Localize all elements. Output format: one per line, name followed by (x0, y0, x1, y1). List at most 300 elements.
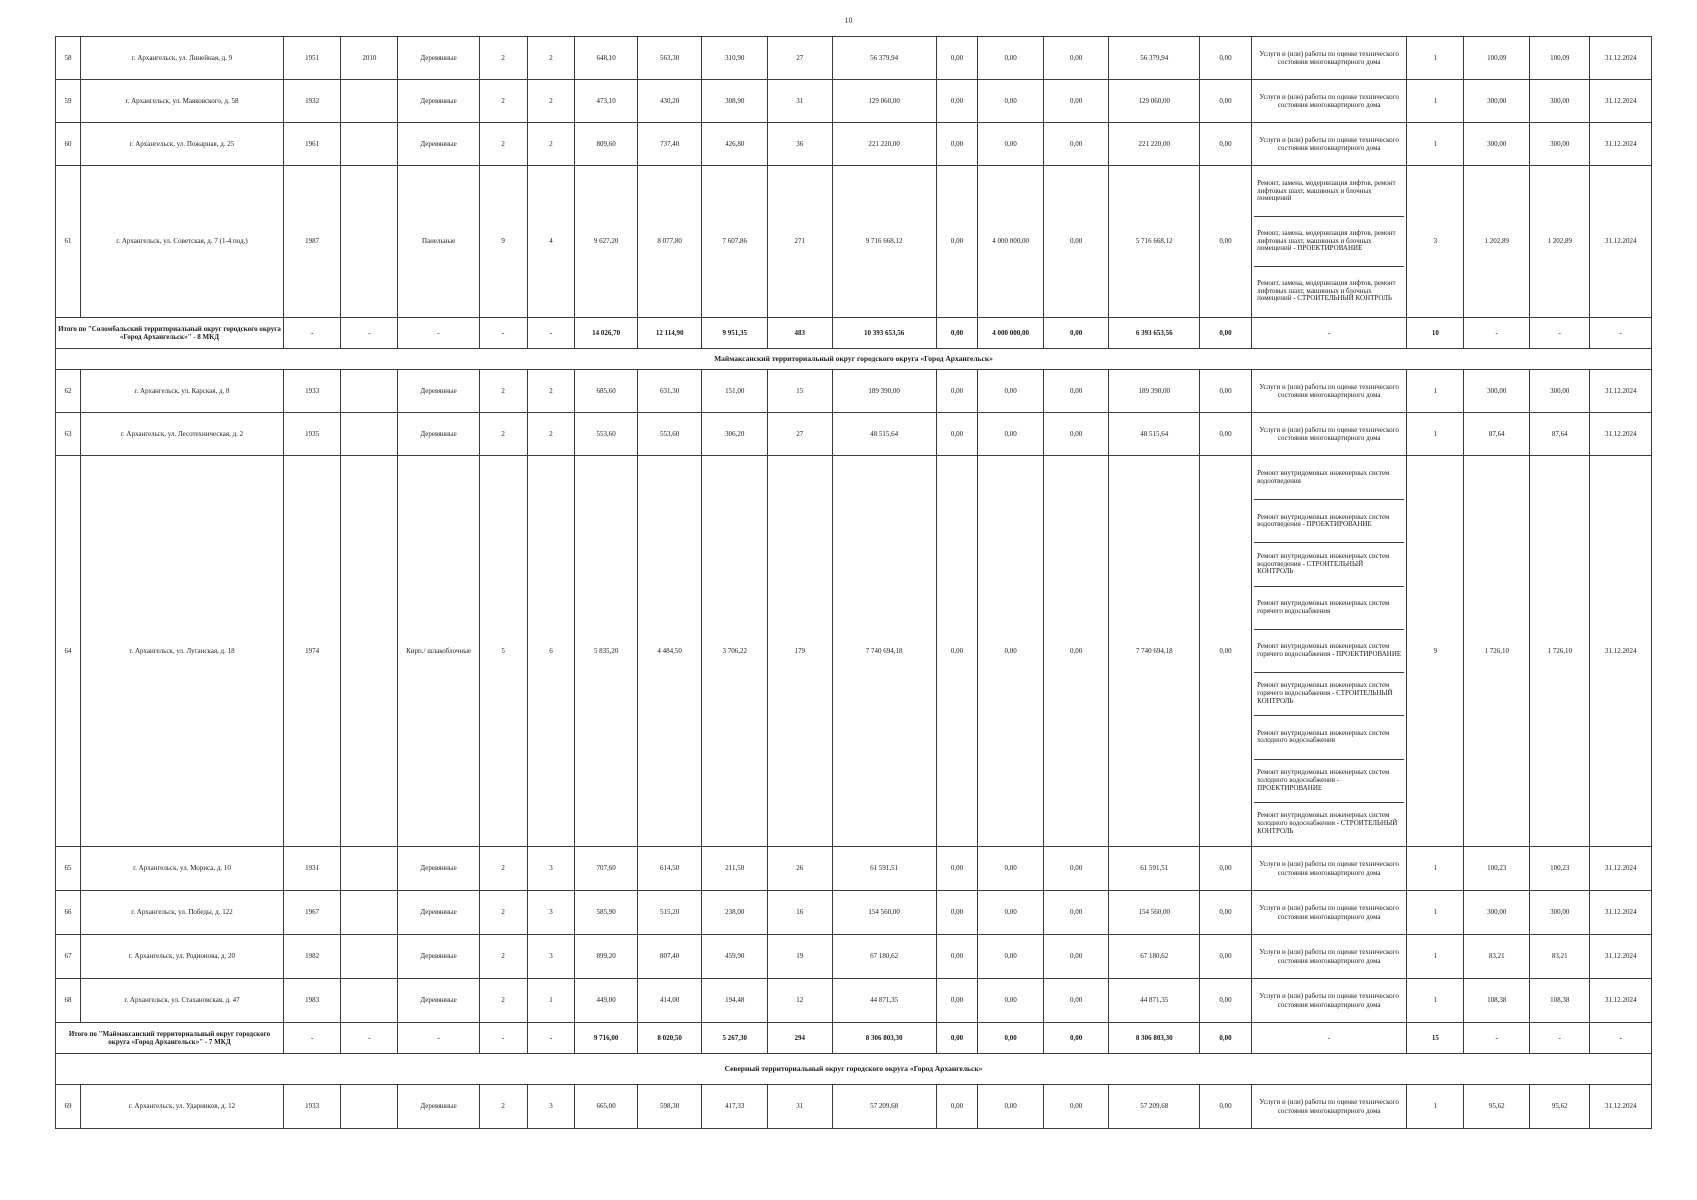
cell-work: Услуги и (или) работы по оценке технического состояния многоквартирного дома (1252, 370, 1407, 413)
cell-area-premises: 631,30 (637, 370, 702, 413)
work-item: Ремонт, замена, модернизация лифтов, ремонт лифтовых шахт, машинных и блочных помещений - СТРОИТЕЛЬНЫЙ КОНТРОЛЬ (1257, 278, 1396, 303)
table-row (56, 891, 1652, 935)
cell-budget-region: 0,00 (978, 80, 1044, 123)
cell-other: 0,00 (1200, 979, 1252, 1023)
cell-other: 0,00 (1200, 413, 1252, 456)
total-label: Итого по "Соломбальский территориальный округ городского округа «Город Архангельск»" - 8 МКД (56, 318, 284, 349)
total-residents: 294 (768, 1023, 833, 1054)
table-row (56, 166, 1652, 318)
cell-fund-fkr: 0,00 (936, 979, 978, 1023)
cell-material: Деревянные (398, 123, 479, 166)
cell-budget-region: 0,00 (978, 370, 1044, 413)
cell-n: 67 (56, 935, 81, 979)
cell-budget-municipal: 0,00 (1043, 1085, 1109, 1129)
cell-fund-fkr: 0,00 (936, 370, 978, 413)
total-dash: - (527, 1023, 575, 1054)
cell-floors: 2 (479, 1085, 527, 1129)
cell-year: 1933 (283, 1085, 340, 1129)
cell-quantity: 1 (1407, 123, 1464, 166)
total-area-total: 14 026,70 (575, 318, 637, 349)
cell-quantity: 1 (1407, 891, 1464, 935)
cell-year: 1933 (283, 370, 340, 413)
cell-unit-cost: 1 202,89 (1464, 166, 1530, 318)
cell-quantity: 1 (1407, 1085, 1464, 1129)
total-budget-region: 0,00 (978, 1023, 1044, 1054)
cell-year: 1987 (283, 166, 340, 318)
cell-owners: 56 379,94 (1109, 37, 1200, 80)
section-title: Северный территориальный округ городского округа «Город Архангельск» (56, 1054, 1652, 1085)
cell-entrances: 2 (527, 37, 575, 80)
cell-budget-municipal: 0,00 (1043, 123, 1109, 166)
cell-budget-municipal: 0,00 (1043, 979, 1109, 1023)
work-list (1254, 167, 1404, 316)
cell-residents: 27 (768, 413, 833, 456)
total-dash: - (283, 318, 340, 349)
table-row (56, 847, 1652, 891)
cell-owners: 67 180,62 (1109, 935, 1200, 979)
cell-budget-municipal: 0,00 (1043, 847, 1109, 891)
cell-owners: 48 515,64 (1109, 413, 1200, 456)
cell-cost-total: 44 871,35 (832, 979, 936, 1023)
total-budget-region: 4 000 000,00 (978, 318, 1044, 349)
cell-max-cost: 300,00 (1530, 891, 1590, 935)
cell-residents: 31 (768, 1085, 833, 1129)
cell-area-total: 585,90 (575, 891, 637, 935)
cell-budget-municipal: 0,00 (1043, 456, 1109, 847)
cell-quantity: 9 (1407, 456, 1464, 847)
cell-area-premises: 807,40 (637, 935, 702, 979)
cell-address: г. Архангельск, ул. Ударников, д. 12 (80, 1085, 283, 1129)
section-title: Маймаксанский территориальный округ городского округа «Город Архангельск» (56, 349, 1652, 370)
cell-floors: 9 (479, 166, 527, 318)
cell-year: 1951 (283, 37, 340, 80)
cell-area-residents: 7 607,86 (702, 166, 768, 318)
total-owners: 8 306 803,30 (1109, 1023, 1200, 1054)
cell-cost-total: 9 716 668,12 (832, 166, 936, 318)
cell-address: г. Архангельск, ул. Пожарная, д. 25 (80, 123, 283, 166)
cell-address: г. Архангельск, ул. Родионова, д. 20 (80, 935, 283, 979)
cell-n: 58 (56, 37, 81, 80)
work-item: Ремонт, замена, модернизация лифтов, ремонт лифтовых шахт, машинных и блочных помещений - ПРОЕКТИРОВАНИЕ (1254, 217, 1404, 267)
cell-unit-cost: 300,00 (1464, 891, 1530, 935)
cell-area-residents: 459,90 (702, 935, 768, 979)
cell-floors: 2 (479, 413, 527, 456)
cell-floors: 2 (479, 847, 527, 891)
cell-quantity: 1 (1407, 37, 1464, 80)
cell-budget-region: 0,00 (978, 413, 1044, 456)
cell-residents: 26 (768, 847, 833, 891)
total-dash: - (527, 318, 575, 349)
cell-residents: 31 (768, 80, 833, 123)
cell-unit-cost: 95,62 (1464, 1085, 1530, 1129)
cell-entrances: 1 (527, 979, 575, 1023)
cell-address: г. Архангельск, ул. Маяковского, д. 58 (80, 80, 283, 123)
cell-area-total: 648,10 (575, 37, 637, 80)
total-dash: - (1530, 1023, 1590, 1054)
cell-max-cost: 100,09 (1530, 37, 1590, 80)
cell-area-total: 685,60 (575, 370, 637, 413)
cell-unit-cost: 108,38 (1464, 979, 1530, 1023)
cell-owners: 61 591,51 (1109, 847, 1200, 891)
cell-unit-cost: 87,64 (1464, 413, 1530, 456)
cell-residents: 36 (768, 123, 833, 166)
cell-area-total: 809,60 (575, 123, 637, 166)
cell-year-overhaul (341, 166, 398, 318)
cell-cost-total: 7 740 694,18 (832, 456, 936, 847)
cell-quantity: 1 (1407, 370, 1464, 413)
total-row (56, 318, 1652, 349)
total-dash: - (283, 1023, 340, 1054)
capital-repair-table (55, 36, 1652, 1129)
cell-owners: 7 740 694,18 (1109, 456, 1200, 847)
cell-n: 69 (56, 1085, 81, 1129)
cell-area-residents: 310,90 (702, 37, 768, 80)
cell-entrances: 3 (527, 891, 575, 935)
cell-work: Услуги и (или) работы по оценке технического состояния многоквартирного дома (1252, 979, 1407, 1023)
cell-n: 61 (56, 166, 81, 318)
cell-year: 1932 (283, 80, 340, 123)
work-item: Ремонт внутридомовых инженерных систем холодного водоснабжения (1254, 716, 1404, 759)
total-area-residents: 9 951,35 (702, 318, 768, 349)
cell-material: Панельные (398, 166, 479, 318)
cell-unit-cost: 83,21 (1464, 935, 1530, 979)
cell-fund-fkr: 0,00 (936, 456, 978, 847)
cell-area-premises: 515,20 (637, 891, 702, 935)
table-row (56, 123, 1652, 166)
cell-area-premises: 563,30 (637, 37, 702, 80)
section-header-row (56, 349, 1652, 370)
total-dash: - (1590, 1023, 1652, 1054)
total-budget-municipal: 0,00 (1043, 1023, 1109, 1054)
work-item: Ремонт внутридомовых инженерных систем горячего водоснабжения - СТРОИТЕЛЬНЫЙ КОНТРОЛЬ (1254, 673, 1404, 716)
cell-year: 1961 (283, 123, 340, 166)
cell-residents: 12 (768, 979, 833, 1023)
total-dash: - (398, 1023, 479, 1054)
cell-area-premises: 8 077,80 (637, 166, 702, 318)
total-other: 0,00 (1200, 1023, 1252, 1054)
cell-max-cost: 87,64 (1530, 413, 1590, 456)
cell-area-total: 707,60 (575, 847, 637, 891)
cell-owners: 221 220,00 (1109, 123, 1200, 166)
cell-floors: 2 (479, 370, 527, 413)
cell-year-overhaul (341, 80, 398, 123)
cell-budget-municipal: 0,00 (1043, 413, 1109, 456)
work-item: Ремонт внутридомовых инженерных систем горячего водоснабжения (1254, 587, 1404, 630)
cell-budget-municipal: 0,00 (1043, 80, 1109, 123)
cell-address: г. Архангельск, ул. Советская, д. 7 (1-4 под.) (80, 166, 283, 318)
cell-year-overhaul: 2010 (341, 37, 398, 80)
cell-work: Услуги и (или) работы по оценке технического состояния многоквартирного дома (1252, 935, 1407, 979)
cell-address: г. Архангельск, ул. Стахановская, д. 47 (80, 979, 283, 1023)
cell-max-cost: 300,00 (1530, 80, 1590, 123)
cell-entrances: 3 (527, 935, 575, 979)
cell-work: Услуги и (или) работы по оценке технического состояния многоквартирного дома (1252, 37, 1407, 80)
cell-area-premises: 737,40 (637, 123, 702, 166)
cell-area-premises: 4 484,50 (637, 456, 702, 847)
work-list (1254, 457, 1404, 845)
cell-year-overhaul (341, 847, 398, 891)
cell-floors: 2 (479, 979, 527, 1023)
cell-year: 1931 (283, 847, 340, 891)
cell-area-residents: 306,20 (702, 413, 768, 456)
work-item: Ремонт, замена, модернизация лифтов, ремонт лифтовых шахт, машинных и блочных помещений (1254, 167, 1404, 217)
table-row (56, 80, 1652, 123)
cell-fund-fkr: 0,00 (936, 935, 978, 979)
cell-max-cost: 300,00 (1530, 123, 1590, 166)
cell-area-total: 899,20 (575, 935, 637, 979)
cell-material: Деревянные (398, 370, 479, 413)
cell-entrances: 3 (527, 847, 575, 891)
cell-address: г. Архангельск, ул. Карская, д. 8 (80, 370, 283, 413)
cell-area-total: 449,00 (575, 979, 637, 1023)
total-other: 0,00 (1200, 318, 1252, 349)
cell-owners: 5 716 668,12 (1109, 166, 1200, 318)
cell-cost-total: 221 220,00 (832, 123, 936, 166)
cell-date: 31.12.2024 (1590, 413, 1652, 456)
cell-date: 31.12.2024 (1590, 123, 1652, 166)
cell-fund-fkr: 0,00 (936, 891, 978, 935)
total-dash: - (1530, 318, 1590, 349)
cell-unit-cost: 100,23 (1464, 847, 1530, 891)
cell-other: 0,00 (1200, 370, 1252, 413)
cell-floors: 2 (479, 935, 527, 979)
total-quantity: 10 (1407, 318, 1464, 349)
cell-material: Кирп./ шлакоблочные (398, 456, 479, 847)
cell-budget-municipal: 0,00 (1043, 935, 1109, 979)
cell-work: Услуги и (или) работы по оценке технического состояния многоквартирного дома (1252, 413, 1407, 456)
cell-year-overhaul (341, 456, 398, 847)
cell-area-residents: 308,90 (702, 80, 768, 123)
cell-n: 62 (56, 370, 81, 413)
cell-unit-cost: 300,00 (1464, 370, 1530, 413)
cell-other: 0,00 (1200, 1085, 1252, 1129)
cell-area-premises: 614,50 (637, 847, 702, 891)
cell-n: 65 (56, 847, 81, 891)
cell-date: 31.12.2024 (1590, 37, 1652, 80)
cell-n: 66 (56, 891, 81, 935)
total-row (56, 1023, 1652, 1054)
cell-budget-municipal: 0,00 (1043, 166, 1109, 318)
total-dash: - (1252, 1023, 1407, 1054)
cell-year: 1967 (283, 891, 340, 935)
cell-floors: 2 (479, 891, 527, 935)
section-header-row (56, 1054, 1652, 1085)
cell-budget-municipal: 0,00 (1043, 891, 1109, 935)
work-list-cell (1252, 456, 1407, 847)
cell-area-premises: 414,00 (637, 979, 702, 1023)
cell-other: 0,00 (1200, 37, 1252, 80)
cell-max-cost: 1 202,89 (1530, 166, 1590, 318)
total-area-residents: 5 267,30 (702, 1023, 768, 1054)
cell-material: Деревянные (398, 413, 479, 456)
table-row (56, 37, 1652, 80)
cell-other: 0,00 (1200, 456, 1252, 847)
cell-budget-region: 0,00 (978, 37, 1044, 80)
cell-budget-municipal: 0,00 (1043, 370, 1109, 413)
cell-area-premises: 598,30 (637, 1085, 702, 1129)
total-dash: - (341, 318, 398, 349)
cell-quantity: 1 (1407, 80, 1464, 123)
cell-budget-region: 0,00 (978, 123, 1044, 166)
cell-quantity: 1 (1407, 847, 1464, 891)
cell-quantity: 1 (1407, 935, 1464, 979)
cell-unit-cost: 100,09 (1464, 37, 1530, 80)
cell-date: 31.12.2024 (1590, 935, 1652, 979)
cell-budget-region: 0,00 (978, 1085, 1044, 1129)
cell-cost-total: 67 180,62 (832, 935, 936, 979)
cell-area-total: 665,00 (575, 1085, 637, 1129)
total-label: Итого по "Маймаксанский территориальный округ городского округа «Город Архангельск»" - 7 МКД (56, 1023, 284, 1054)
cell-entrances: 2 (527, 80, 575, 123)
cell-fund-fkr: 0,00 (936, 847, 978, 891)
cell-area-total: 473,10 (575, 80, 637, 123)
cell-year-overhaul (341, 413, 398, 456)
cell-owners: 154 560,00 (1109, 891, 1200, 935)
total-dash: - (1590, 318, 1652, 349)
cell-floors: 2 (479, 37, 527, 80)
table-row (56, 370, 1652, 413)
total-cost-total: 10 393 653,56 (832, 318, 936, 349)
cell-max-cost: 1 726,10 (1530, 456, 1590, 847)
table-row (56, 456, 1652, 847)
cell-cost-total: 129 060,00 (832, 80, 936, 123)
work-item: Ремонт внутридомовых инженерных систем холодного водоснабжения - СТРОИТЕЛЬНЫЙ КОНТРОЛЬ (1257, 811, 1398, 835)
cell-year-overhaul (341, 979, 398, 1023)
cell-address: г. Архангельск, ул. Луганская, д. 18 (80, 456, 283, 847)
cell-area-residents: 3 706,22 (702, 456, 768, 847)
total-dash: - (398, 318, 479, 349)
cell-fund-fkr: 0,00 (936, 37, 978, 80)
cell-area-total: 553,60 (575, 413, 637, 456)
cell-cost-total: 57 209,68 (832, 1085, 936, 1129)
total-dash: - (1252, 318, 1407, 349)
cell-date: 31.12.2024 (1590, 456, 1652, 847)
cell-work: Услуги и (или) работы по оценке технического состояния многоквартирного дома (1252, 80, 1407, 123)
cell-cost-total: 61 591,51 (832, 847, 936, 891)
cell-date: 31.12.2024 (1590, 1085, 1652, 1129)
cell-residents: 179 (768, 456, 833, 847)
cell-year-overhaul (341, 935, 398, 979)
cell-year-overhaul (341, 1085, 398, 1129)
cell-area-residents: 194,48 (702, 979, 768, 1023)
total-dash: - (1464, 1023, 1530, 1054)
cell-max-cost: 95,62 (1530, 1085, 1590, 1129)
cell-material: Деревянные (398, 979, 479, 1023)
work-item: Ремонт внутридомовых инженерных систем водоотведения - СТРОИТЕЛЬНЫЙ КОНТРОЛЬ (1254, 543, 1404, 586)
cell-quantity: 1 (1407, 413, 1464, 456)
cell-year: 1982 (283, 935, 340, 979)
cell-date: 31.12.2024 (1590, 979, 1652, 1023)
cell-entrances: 3 (527, 1085, 575, 1129)
total-owners: 6 393 653,56 (1109, 318, 1200, 349)
cell-area-residents: 426,80 (702, 123, 768, 166)
cell-other: 0,00 (1200, 123, 1252, 166)
cell-owners: 44 871,35 (1109, 979, 1200, 1023)
cell-work: Услуги и (или) работы по оценке технического состояния многоквартирного дома (1252, 1085, 1407, 1129)
cell-year: 1983 (283, 979, 340, 1023)
cell-other: 0,00 (1200, 891, 1252, 935)
cell-max-cost: 108,38 (1530, 979, 1590, 1023)
cell-work: Услуги и (или) работы по оценке технического состояния многоквартирного дома (1252, 891, 1407, 935)
total-budget-municipal: 0,00 (1043, 318, 1109, 349)
cell-n: 64 (56, 456, 81, 847)
cell-cost-total: 48 515,64 (832, 413, 936, 456)
cell-material: Деревянные (398, 891, 479, 935)
cell-max-cost: 100,23 (1530, 847, 1590, 891)
table-row (56, 935, 1652, 979)
cell-residents: 16 (768, 891, 833, 935)
cell-unit-cost: 300,00 (1464, 80, 1530, 123)
table-row (56, 1085, 1652, 1129)
cell-year: 1935 (283, 413, 340, 456)
cell-max-cost: 300,00 (1530, 370, 1590, 413)
work-item: Ремонт внутридомовых инженерных систем водоотведения - ПРОЕКТИРОВАНИЕ (1254, 500, 1404, 543)
cell-fund-fkr: 0,00 (936, 166, 978, 318)
cell-cost-total: 56 379,94 (832, 37, 936, 80)
cell-date: 31.12.2024 (1590, 370, 1652, 413)
cell-n: 60 (56, 123, 81, 166)
cell-material: Деревянные (398, 1085, 479, 1129)
cell-area-total: 5 835,20 (575, 456, 637, 847)
cell-area-premises: 553,60 (637, 413, 702, 456)
cell-area-residents: 211,50 (702, 847, 768, 891)
cell-owners: 189 390,00 (1109, 370, 1200, 413)
cell-n: 63 (56, 413, 81, 456)
cell-year-overhaul (341, 891, 398, 935)
cell-area-residents: 417,33 (702, 1085, 768, 1129)
cell-area-residents: 151,00 (702, 370, 768, 413)
total-dash: - (341, 1023, 398, 1054)
work-item: Ремонт внутридомовых инженерных систем холодного водоснабжения - ПРОЕКТИРОВАНИЕ (1254, 760, 1404, 803)
cell-material: Деревянные (398, 37, 479, 80)
cell-owners: 57 209,68 (1109, 1085, 1200, 1129)
cell-work: Услуги и (или) работы по оценке технического состояния многоквартирного дома (1252, 847, 1407, 891)
cell-material: Деревянные (398, 80, 479, 123)
cell-other: 0,00 (1200, 80, 1252, 123)
table-row (56, 413, 1652, 456)
cell-address: г. Архангельск, ул. Лесотехническая, д. 2 (80, 413, 283, 456)
total-residents: 483 (768, 318, 833, 349)
cell-floors: 5 (479, 456, 527, 847)
total-area-premises: 8 020,50 (637, 1023, 702, 1054)
cell-fund-fkr: 0,00 (936, 80, 978, 123)
cell-other: 0,00 (1200, 166, 1252, 318)
table-body (56, 37, 1652, 1129)
total-dash: - (479, 318, 527, 349)
cell-entrances: 6 (527, 456, 575, 847)
cell-address: г. Архангельск, ул. Победы, д. 122 (80, 891, 283, 935)
cell-owners: 129 060,00 (1109, 80, 1200, 123)
cell-entrances: 2 (527, 370, 575, 413)
total-fund-fkr: 0,00 (936, 1023, 978, 1054)
page-number: 10 (844, 16, 853, 25)
total-area-total: 9 716,00 (575, 1023, 637, 1054)
cell-date: 31.12.2024 (1590, 847, 1652, 891)
cell-year: 1974 (283, 456, 340, 847)
cell-budget-municipal: 0,00 (1043, 37, 1109, 80)
total-cost-total: 8 306 803,30 (832, 1023, 936, 1054)
cell-residents: 19 (768, 935, 833, 979)
cell-other: 0,00 (1200, 935, 1252, 979)
cell-material: Деревянные (398, 935, 479, 979)
cell-n: 68 (56, 979, 81, 1023)
cell-area-total: 9 627,20 (575, 166, 637, 318)
cell-residents: 27 (768, 37, 833, 80)
total-dash: - (479, 1023, 527, 1054)
cell-entrances: 4 (527, 166, 575, 318)
cell-residents: 271 (768, 166, 833, 318)
cell-entrances: 2 (527, 123, 575, 166)
